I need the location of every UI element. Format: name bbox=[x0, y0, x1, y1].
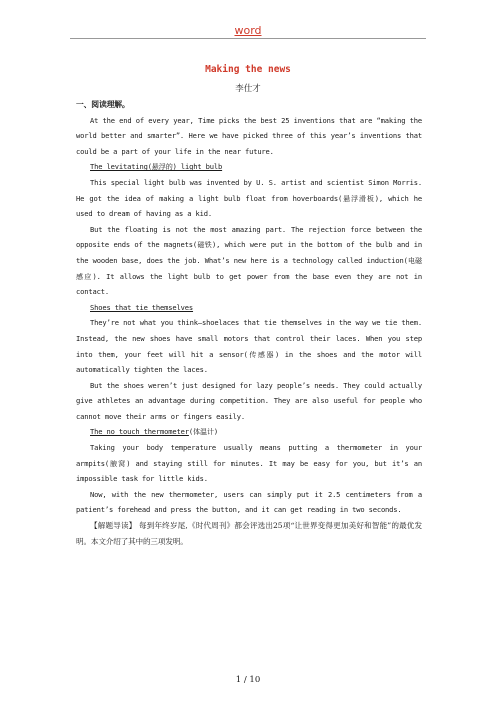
subheading-light-bulb: The levitating(悬浮的) light bulb bbox=[90, 162, 223, 172]
document-body bbox=[76, 97, 422, 549]
paragraph-shoes-1: They’re not what you think—shoelaces that tie themselves in the way we tie them. Instead, the new shoes have small motors that control their laces. When you step into them, your feet will hit a sensor(传感器) in the shoes and the motor will automatically tighten the laces. bbox=[76, 318, 422, 375]
paragraph-shoes-2: But the shoes weren’t just designed for lazy people’s needs. They could actually give athletes an advantage during competition. They are also useful for people who cannot move their arms or fingers easily. bbox=[76, 380, 422, 421]
paragraph-bulb-1: This special light bulb was invented by U. S. artist and scientist Simon Morris. He got the idea of making a light bulb float from hoverboards(悬浮滑板), which he used to dream of having as a kid. bbox=[76, 177, 422, 219]
paragraph-bulb-2: But the floating is not the most amazing part. The rejection force between the opposite ends of the magnets(磁铁), which were put in the bottom of the bulb and in the wooden base, does the job. What’s new here is a technology called induction(电磁感应). It allows the light bulb to get power from the base even they are not in contact. bbox=[76, 224, 422, 297]
paragraph-thermometer-1: Taking your body temperature usually means putting a thermometer in your armpits(腋窝) and staying still for minutes. It may be easy for you, but it’s an impossible task for little kids. bbox=[76, 443, 422, 484]
paragraph-intro: At the end of every year, Time picks the best 25 inventions that are “making the world better and smarter”. Here we have picked three of this year’s inventions that could be a part of your life in the near future. bbox=[76, 115, 422, 156]
header-link[interactable]: word bbox=[234, 24, 262, 37]
subheading-thermometer: The no touch thermometer(体温计) bbox=[90, 427, 218, 437]
author-name: 李仕才 bbox=[235, 84, 261, 94]
document-title: Making the news bbox=[205, 64, 291, 75]
reading-guide: 【解题导读】 每到年终岁尾,《时代周刊》都会评选出25项“让世界变得更加美好和智能”的最优发明。本文介绍了其中的三项发明。 bbox=[76, 521, 422, 546]
page-indicator: 1 / 10 bbox=[235, 675, 261, 685]
subheading-shoes: Shoes that tie themselves bbox=[90, 302, 194, 312]
paragraph-thermometer-2: Now, with the new thermometer, users can simply put it 2.5 centimeters from a patient’s forehead and press the button, and it can get reading in two seconds. bbox=[76, 489, 422, 515]
section-heading: 一、阅读理解。 bbox=[76, 100, 130, 109]
header-rule bbox=[70, 38, 426, 39]
